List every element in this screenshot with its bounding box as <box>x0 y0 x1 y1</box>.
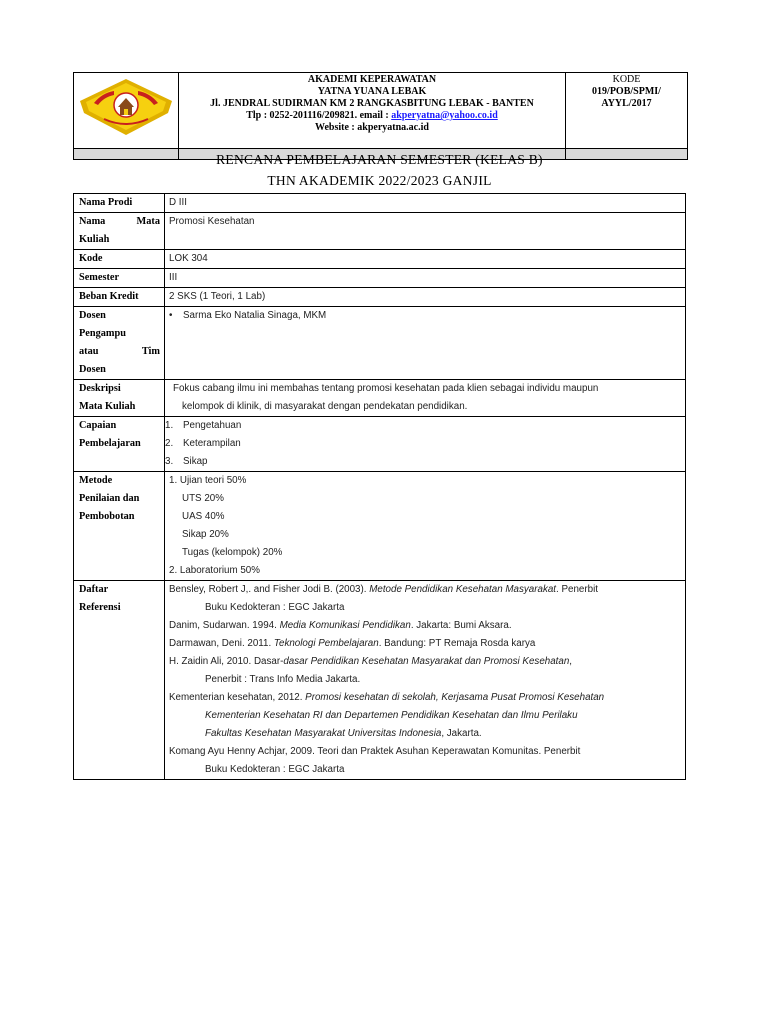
kode-value-1: 019/POB/SPMI/ <box>592 86 661 97</box>
reference-item <box>169 635 681 653</box>
list-item <box>165 453 681 471</box>
institution-logo-icon <box>74 73 178 143</box>
row-value: 2 SKS (1 Teori, 1 Lab) <box>165 288 686 307</box>
description-line: kelompok di klinik, di masyarakat dengan pendekatan pendidikan. <box>182 401 468 412</box>
row-label <box>74 307 165 380</box>
list-item <box>165 435 681 453</box>
reference-item <box>169 689 681 743</box>
row-capaian <box>74 417 686 472</box>
label-part: Dosen <box>79 364 106 375</box>
label-part: Pembelajaran <box>79 438 141 449</box>
row-value <box>165 472 686 581</box>
row-label: Semester <box>74 269 165 288</box>
label-part: Pembobotan <box>79 511 135 522</box>
list-number: 3. <box>165 456 174 467</box>
assessment-line: 1. Ujian teori 50% <box>169 475 247 486</box>
row-value: D III <box>165 194 686 213</box>
institution-name-2: YATNA YUANA LEBAK <box>317 86 427 97</box>
ref-title: Teknologi Pembelajaran <box>273 638 379 649</box>
row-label: Nama Prodi <box>74 194 165 213</box>
label-part: Metode <box>79 475 113 486</box>
assessment-line: UTS 20% <box>182 493 224 504</box>
rps-table <box>73 193 686 780</box>
institution-address: Jl. JENDRAL SUDIRMAN KM 2 RANGKASBITUNG LEBAK - BANTEN <box>210 98 534 109</box>
lecturer-name: Sarma Eko Natalia Sinaga, MKM <box>183 310 327 321</box>
ref-text: , Jakarta. <box>441 728 482 739</box>
logo-cell <box>74 73 179 149</box>
ref-text: Komang Ayu Henny Achjar, 2009. Teori dan Praktek Asuhan Keperawatan Komunitas. Penerbit <box>169 746 581 757</box>
assessment-line: Sikap 20% <box>182 529 229 540</box>
label-part: Pengampu <box>79 328 126 339</box>
row-metode <box>74 472 686 581</box>
reference-item <box>169 653 681 689</box>
reference-item <box>169 743 681 779</box>
label-part: Kuliah <box>79 234 110 245</box>
list-item <box>165 417 681 435</box>
label-part: Tim <box>141 346 160 357</box>
row-referensi <box>74 581 686 780</box>
reference-item <box>169 617 681 635</box>
kode-label: KODE <box>612 74 641 85</box>
assessment-line: UAS 40% <box>182 511 225 522</box>
row-value <box>165 307 686 380</box>
document-subtitle: THN AKADEMIK 2022/2023 GANJIL <box>267 173 492 188</box>
ref-title: Metode Pendidikan Kesehatan Masyarakat <box>369 584 557 595</box>
assessment-line: Tugas (kelompok) 20% <box>182 547 283 558</box>
label-part: Deskripsi <box>79 383 121 394</box>
ref-text: . Bandung: PT Remaja Rosda karya <box>378 638 536 649</box>
row-label <box>74 417 165 472</box>
kode-cell <box>566 73 688 149</box>
label-part: Penilaian dan <box>79 493 140 504</box>
institution-contact <box>179 110 565 122</box>
letterhead <box>73 72 686 152</box>
label-part: Mata Kuliah <box>79 401 136 412</box>
ref-title: Media Komunikasi Pendidikan <box>279 620 411 631</box>
assessment-line: 2. Laboratorium 50% <box>169 565 260 576</box>
label-part: atau <box>79 346 99 357</box>
ref-text: Bensley, Robert J,. and Fisher Jodi B. (2003). <box>169 584 370 595</box>
list-text: Pengetahuan <box>183 420 242 431</box>
institution-website: Website : akperyatna.ac.id <box>315 122 429 133</box>
institution-info <box>179 73 566 149</box>
ref-text: Danim, Sudarwan. 1994. <box>169 620 280 631</box>
document-title: RENCANA PEMBELAJARAN SEMESTER (KELAS B) <box>216 152 543 167</box>
label-part: Daftar <box>79 584 109 595</box>
row-beban-kredit <box>74 288 686 307</box>
row-value: III <box>165 269 686 288</box>
ref-text: . Jakarta: Bumi Aksara. <box>410 620 512 631</box>
ref-title: Fakultas Kesehatan Masyarakat Universitas Indonesia <box>205 728 442 739</box>
ref-line <box>169 725 681 743</box>
reference-item <box>169 581 681 617</box>
ref-text: H. Zaidin Ali, 2010. Dasar- <box>169 656 284 667</box>
ref-title: Kementerian Kesehatan RI dan Departemen Pendidikan Kesehatan dan Ilmu Perilaku <box>205 710 578 721</box>
row-deskripsi <box>74 380 686 417</box>
ref-text: Buku Kedokteran : EGC Jakarta <box>205 764 345 775</box>
ref-title: Promosi kesehatan di sekolah, Kerjasama Pusat Promosi Kesehatan <box>305 692 605 703</box>
description-line: Fokus cabang ilmu ini membahas tentang promosi kesehatan pada klien sebagai individu maupun <box>173 383 599 394</box>
institution-name-1: AKADEMI KEPERAWATAN <box>307 74 437 85</box>
row-value: LOK 304 <box>165 250 686 269</box>
row-value <box>165 417 686 472</box>
phone-text: Tlp : 0252-201116/209821. email : <box>246 110 392 121</box>
list-number: 1. <box>165 420 174 431</box>
row-value <box>165 581 686 780</box>
row-mata-kuliah <box>74 213 686 250</box>
row-semester <box>74 269 686 288</box>
label-part: Nama <box>79 216 106 227</box>
ref-text: Darmawan, Deni. 2011. <box>169 638 274 649</box>
row-kode <box>74 250 686 269</box>
label-part: Referensi <box>79 602 121 613</box>
ref-title: dasar Pendidikan Kesehatan Masyarakat dan Promosi Kesehatan <box>283 656 570 667</box>
kode-value-2: AYYL/2017 <box>601 98 652 109</box>
ref-text: Kementerian kesehatan, 2012. <box>169 692 306 703</box>
row-label <box>74 581 165 780</box>
row-prodi <box>74 194 686 213</box>
ref-text: Buku Kedokteran : EGC Jakarta <box>205 602 345 613</box>
row-label <box>74 380 165 417</box>
row-label: Beban Kredit <box>74 288 165 307</box>
row-label: Kode <box>74 250 165 269</box>
ref-text: , <box>569 656 573 667</box>
row-label <box>74 213 165 250</box>
list-text: Sikap <box>183 456 208 467</box>
ref-text: Penerbit : Trans Info Media Jakarta. <box>205 674 361 685</box>
row-value: Promosi Kesehatan <box>165 213 686 250</box>
row-label <box>74 472 165 581</box>
label-part: Dosen <box>79 310 106 321</box>
row-value <box>165 380 686 417</box>
ref-text: . Penerbit <box>556 584 598 595</box>
row-dosen <box>74 307 686 380</box>
list-number: 2. <box>165 438 174 449</box>
label-part: Mata <box>136 216 160 227</box>
list-text: Keterampilan <box>183 438 241 449</box>
bullet-icon: • <box>169 310 173 321</box>
email-link[interactable]: akperyatna@yahoo.co.id <box>391 110 498 121</box>
label-part: Capaian <box>79 420 117 431</box>
